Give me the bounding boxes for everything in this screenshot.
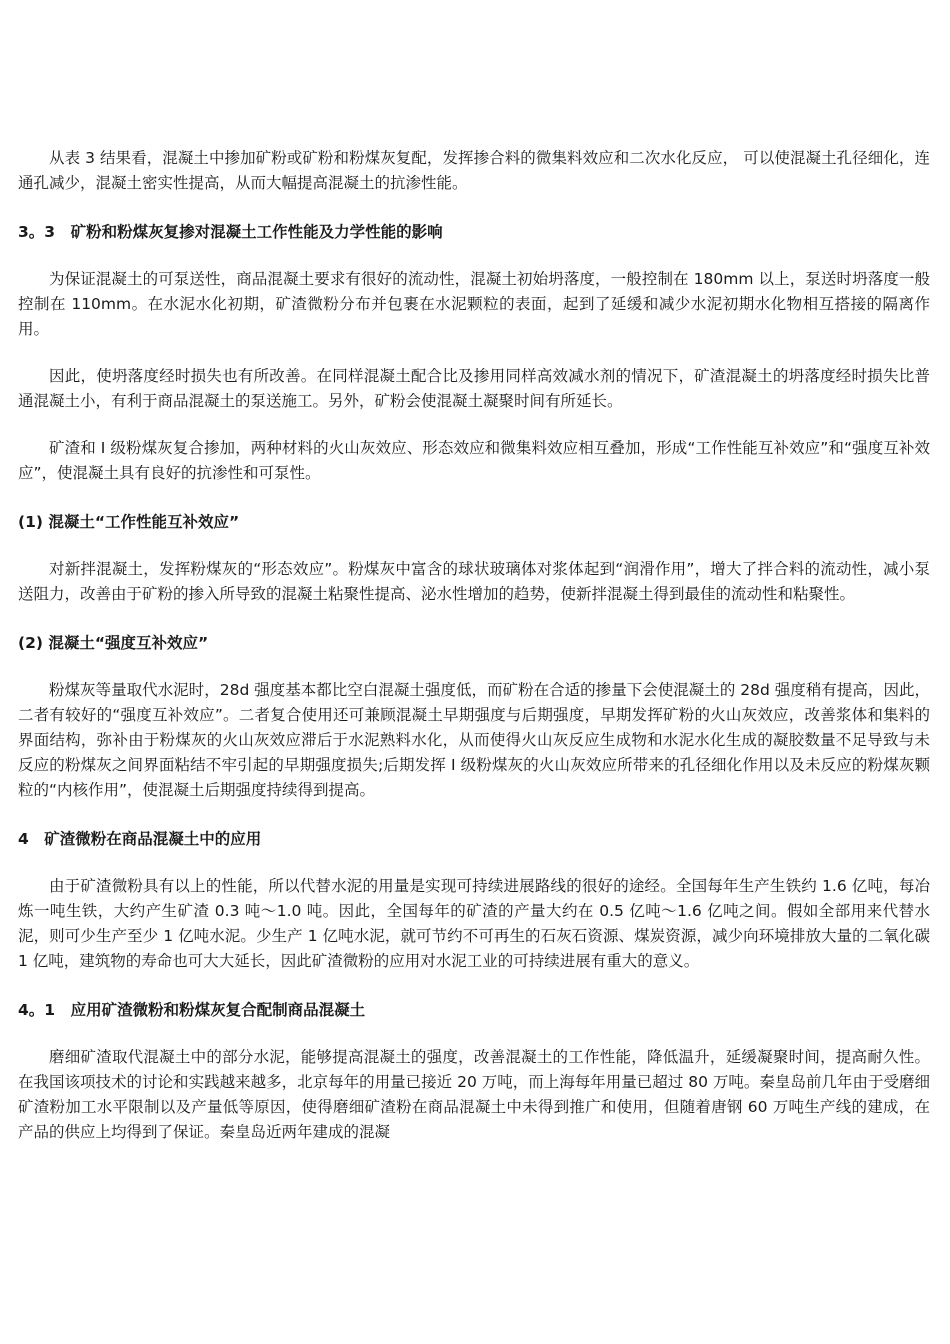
paragraph-composite-effect: 矿渣和 I 级粉煤灰复合掺加，两种材料的火山灰效应、形态效应和微集料效应相互叠加，形成“工作性能互补效应”和“强度互补效应”，使混凝土具有良好的抗渗性和可泵性。 (18, 439, 930, 482)
paragraph-slag-application: 磨细矿渣取代混凝土中的部分水泥，能够提高混凝土的强度，改善混凝土的工作性能，降低温升，延缓凝聚时间，提高耐久性。在我国该项技术的讨论和实践越来越多，北京每年的用量已接近 20 万吨，而上海每年用量已超过 80 万吨。秦皇岛前几年由于受磨细矿渣粉加工水平限制以及产量低等原因，使得磨细矿渣粉在商品混凝土中未得到推广和使用，但随着唐钢 60 万吨生产线的建成，在产品的供应上均得到了保证。秦皇岛近两年建成的混凝 (18, 1048, 930, 1141)
paragraph-slump-loss: 因此，使坍落度经时损失也有所改善。在同样混凝土配合比及掺用同样高效减水剂的情况下，矿渣混凝土的坍落度经时损失比普通混凝土小，有利于商品混凝土的泵送施工。另外，矿粉会使混凝土凝聚时间有所延长。 (18, 367, 930, 410)
document-body (18, 146, 930, 1145)
heading-3-3: 3。3 矿粉和粉煤灰复掺对混凝土工作性能及力学性能的影响 (18, 223, 443, 241)
heading-4-1: 4。1 应用矿渣微粉和粉煤灰复合配制商品混凝土 (18, 1001, 366, 1019)
paragraph-slag-sustainability: 由于矿渣微粉具有以上的性能，所以代替水泥的用量是实现可持续进展路线的很好的途经。全国每年生产生铁约 1.6 亿吨，每冶炼一吨生铁，大约产生矿渣 0.3 吨～1.0 吨。因此，全国每年的矿渣的产量大约在 0.5 亿吨～1.6 亿吨之间。假如全部用来代替水泥，则可少生产至少 1 亿吨水泥。少生产 1 亿吨水泥，就可节约不可再生的石灰石资源、煤炭资源，减少向环境排放大量的二氧化碳 1 亿吨，建筑物的寿命也可大大延长，因此矿渣微粉的应用对水泥工业的可持续进展有重大的意义。 (18, 877, 930, 970)
heading-section-4: 4 矿渣微粉在商品混凝土中的应用 (18, 830, 262, 848)
paragraph-strength-complement: 粉煤灰等量取代水泥时，28d 强度基本都比空白混凝土强度低，而矿粉在合适的掺量下会使混凝土的 28d 强度稍有提高，因此，二者有较好的“强度互补效应”。二者复合使用还可兼顾混凝土早期强度与后期强度，早期发挥矿粉的火山灰效应，改善浆体和集料的界面结构，弥补由于粉煤灰的火山灰效应滞后于水泥熟料水化，从而使得火山灰反应生成物和水泥水化生成的凝胶数量不足导致与未反应的粉煤灰之间界面粘结不牢引起的早期强度损失;后期发挥 I 级粉煤灰的火山灰效应所带来的孔径细化作用以及未反应的粉煤灰颗粒的“内核作用”，使混凝土后期强度持续得到提高。 (18, 681, 930, 799)
paragraph-permeability: 从表 3 结果看，混凝土中掺加矿粉或矿粉和粉煤灰复配，发挥掺合料的微集料效应和二次水化反应， 可以使混凝土孔径细化，连通孔减少，混凝土密实性提高，从而大幅提高混凝土的抗渗性能。 (18, 149, 930, 192)
heading-workability-effect: (1) 混凝土“工作性能互补效应” (18, 513, 240, 531)
paragraph-morphology-effect: 对新拌混凝土，发挥粉煤灰的“形态效应”。粉煤灰中富含的球状玻璃体对浆体起到“润滑作用”，增大了拌合料的流动性，减小泵送阻力，改善由于矿粉的掺入所导致的混凝土粘聚性提高、泌水性增加的趋势，使新拌混凝土得到最佳的流动性和粘聚性。 (18, 560, 930, 603)
heading-strength-effect: (2) 混凝土“强度互补效应” (18, 634, 209, 652)
paragraph-pumpability: 为保证混凝土的可泵送性，商品混凝土要求有很好的流动性，混凝土初始坍落度，一般控制在 180mm 以上，泵送时坍落度一般控制在 110mm。在水泥水化初期，矿渣微粉分布并包裹在水泥颗粒的表面，起到了延缓和减少水泥初期水化物相互搭接的隔离作用。 (18, 270, 930, 338)
